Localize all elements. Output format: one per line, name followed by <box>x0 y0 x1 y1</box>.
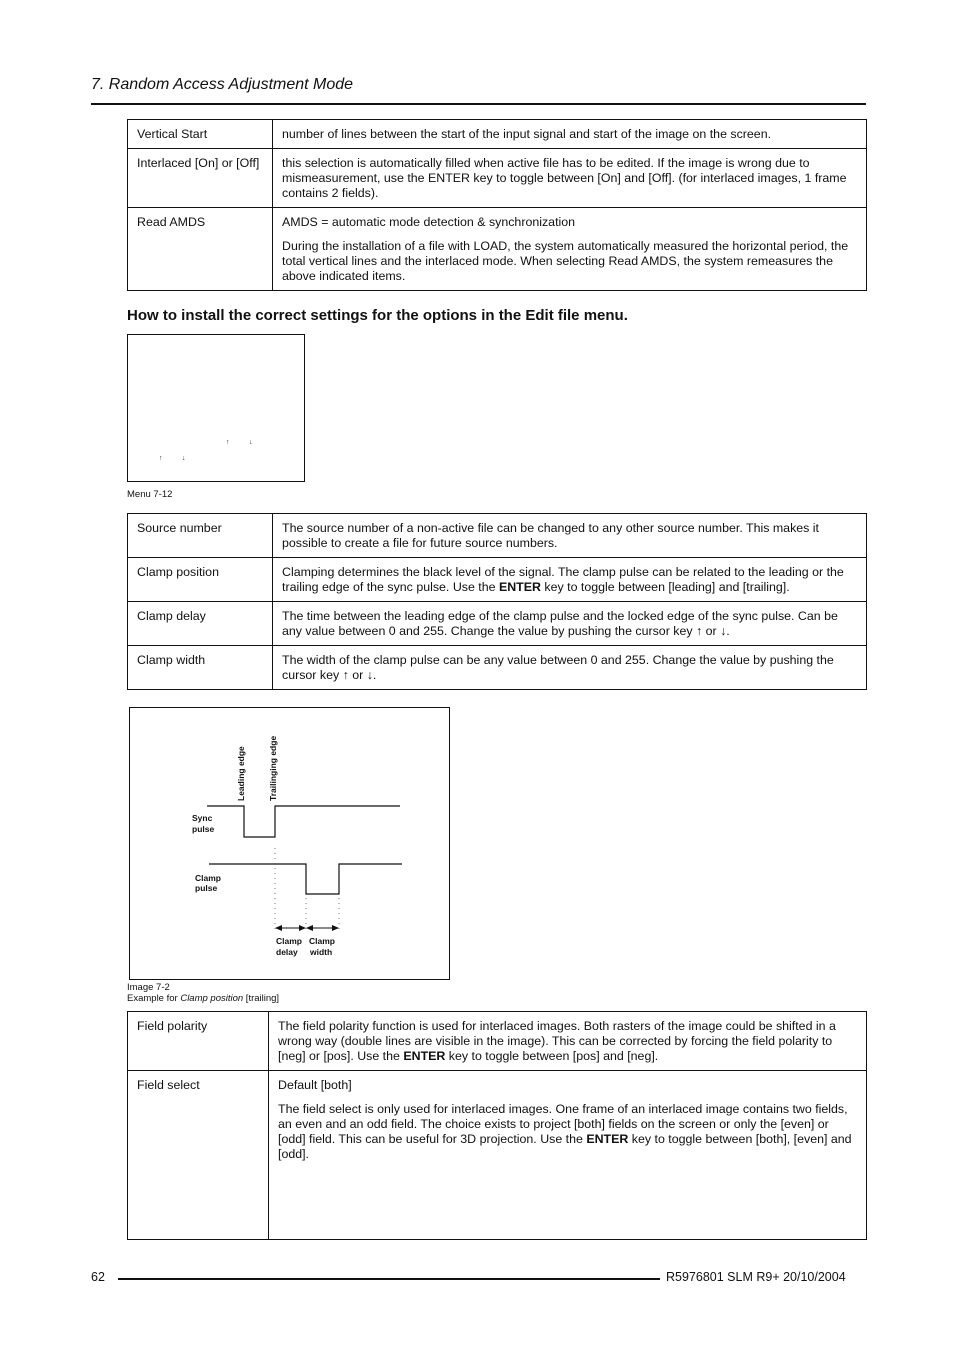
description-paragraph: During the installation of a file with LOAD, the system automatically measured the horizontal period, the total vertical lines and the interlaced mode. When selecting Read AMDS, the system remeasures the above indicated items. <box>282 239 849 283</box>
clamp-pulse-waveform <box>209 864 402 894</box>
table-row <box>128 1012 867 1071</box>
leading-edge-label: Leading edge <box>236 746 246 801</box>
timing-diagram-svg <box>130 708 449 979</box>
sync-pulse-label-line2: pulse <box>192 824 215 834</box>
field-settings-table <box>127 1011 867 1240</box>
description-paragraph: this selection is automatically filled when active file has to be edited. If the image is wrong due to mismeasurement, use the ENTER key to toggle between [On] and [Off]. (for interlaced images, 1 frame contains 2 fields). <box>282 156 847 200</box>
description-cell <box>269 1012 867 1071</box>
clamp-delay-label-line2: delay <box>276 947 298 957</box>
figure-caption-italic: Clamp position <box>180 993 244 1004</box>
figure-caption-number: Image 7-2 <box>127 982 170 993</box>
description-paragraph: Default [both] <box>278 1078 352 1092</box>
description-cell <box>273 120 867 149</box>
term-cell: Field polarity <box>128 1012 269 1071</box>
description-cell <box>273 149 867 208</box>
emphasis: ENTER <box>586 1132 629 1146</box>
table-row <box>128 602 867 646</box>
term-cell: Field select <box>128 1071 269 1240</box>
menu-image <box>127 334 305 482</box>
clamp-timing-diagram <box>129 707 450 980</box>
description-cell <box>269 1071 867 1240</box>
description-paragraph: number of lines between the start of the input signal and start of the image on the screen. <box>282 127 772 141</box>
table-row <box>128 514 867 558</box>
clamp-pulse-label-line1: Clamp <box>195 873 221 883</box>
description-cell <box>273 558 867 602</box>
clamp-width-label-line1: Clamp <box>309 936 335 946</box>
settings-table-1 <box>127 119 867 291</box>
clamp-settings-table <box>127 513 867 690</box>
clamp-delay-label-line1: Clamp <box>276 936 302 946</box>
table-row <box>128 149 867 208</box>
arrow-up-icon: ↑ <box>226 439 230 446</box>
arrow-up-icon: ↑ <box>159 455 163 462</box>
emphasis: ENTER <box>498 580 541 594</box>
description-paragraph: AMDS = automatic mode detection & synchronization <box>282 215 576 229</box>
description-paragraph: The field select is only used for interlaced images. One frame of an interlaced image contains two fields, an even and an odd field. The choice exists to project [both] fields on the screen or only the [even] or [odd] field. This can be useful for 3D projection. Use the ENTER key to toggle between [both], [even] and [odd]. <box>278 1102 852 1161</box>
clamp-width-label-line2: width <box>310 947 333 957</box>
term-cell: Source number <box>128 514 273 558</box>
description-paragraph: The source number of a non-active file can be changed to any other source number. This makes it possible to create a file for future source numbers. <box>282 521 819 550</box>
header-rule <box>91 103 866 105</box>
arrow-down-icon: ↓ <box>182 455 186 462</box>
description-cell <box>273 514 867 558</box>
figure-caption-suffix: [trailing] <box>243 993 280 1004</box>
table-row <box>128 120 867 149</box>
description-paragraph: The field polarity function is used for interlaced images. Both rasters of the image could be shifted in a wrong way (double lines are visible in the image). This can be corrected by forcing the field polarity to [neg] or [pos]. Use the ENTER key to toggle between [pos] and [neg]. <box>278 1019 836 1063</box>
description-cell <box>273 208 867 291</box>
term-cell: Interlaced [On] or [Off] <box>128 149 273 208</box>
table-row <box>128 646 867 690</box>
description-paragraph: The width of the clamp pulse can be any value between 0 and 255. Change the value by pushing the cursor key ↑ or ↓. <box>282 653 834 682</box>
description-paragraph: Clamping determines the black level of the signal. The clamp pulse can be related to the leading or the trailing edge of the sync pulse. Use the ENTER key to toggle between [leading] and [trailing]. <box>282 565 844 594</box>
footer-rule <box>118 1278 660 1280</box>
document-reference: R5976801 SLM R9+ 20/10/2004 <box>666 1270 846 1284</box>
emphasis: ENTER <box>403 1049 446 1063</box>
figure-caption-prefix: Example for <box>127 993 181 1004</box>
page-number: 62 <box>91 1270 105 1284</box>
page-header-title: 7. Random Access Adjustment Mode <box>91 76 354 93</box>
table-row <box>128 208 867 291</box>
trailing-edge-label: Trailinging edge <box>268 735 278 801</box>
clamp-pulse-label-line2: pulse <box>195 883 218 893</box>
table-row <box>128 1071 867 1240</box>
arrow-down-icon: ↓ <box>249 439 253 446</box>
term-cell: Read AMDS <box>128 208 273 291</box>
table-row <box>128 558 867 602</box>
sync-pulse-label-line1: Sync <box>192 813 213 823</box>
figure-caption-text <box>127 993 279 1004</box>
figure-caption <box>127 982 279 1004</box>
term-cell: Clamp width <box>128 646 273 690</box>
description-paragraph: The time between the leading edge of the clamp pulse and the locked edge of the sync pulse. Can be any value between 0 and 255. Change the value by pushing the cursor key ↑ or ↓. <box>282 609 838 638</box>
term-cell: Clamp position <box>128 558 273 602</box>
term-cell: Clamp delay <box>128 602 273 646</box>
description-cell <box>273 602 867 646</box>
term-cell: Vertical Start <box>128 120 273 149</box>
menu-caption: Menu 7-12 <box>127 489 173 500</box>
description-cell <box>273 646 867 690</box>
sync-pulse-waveform <box>207 806 400 837</box>
section-heading: How to install the correct settings for the options in the Edit file menu. <box>127 307 628 324</box>
